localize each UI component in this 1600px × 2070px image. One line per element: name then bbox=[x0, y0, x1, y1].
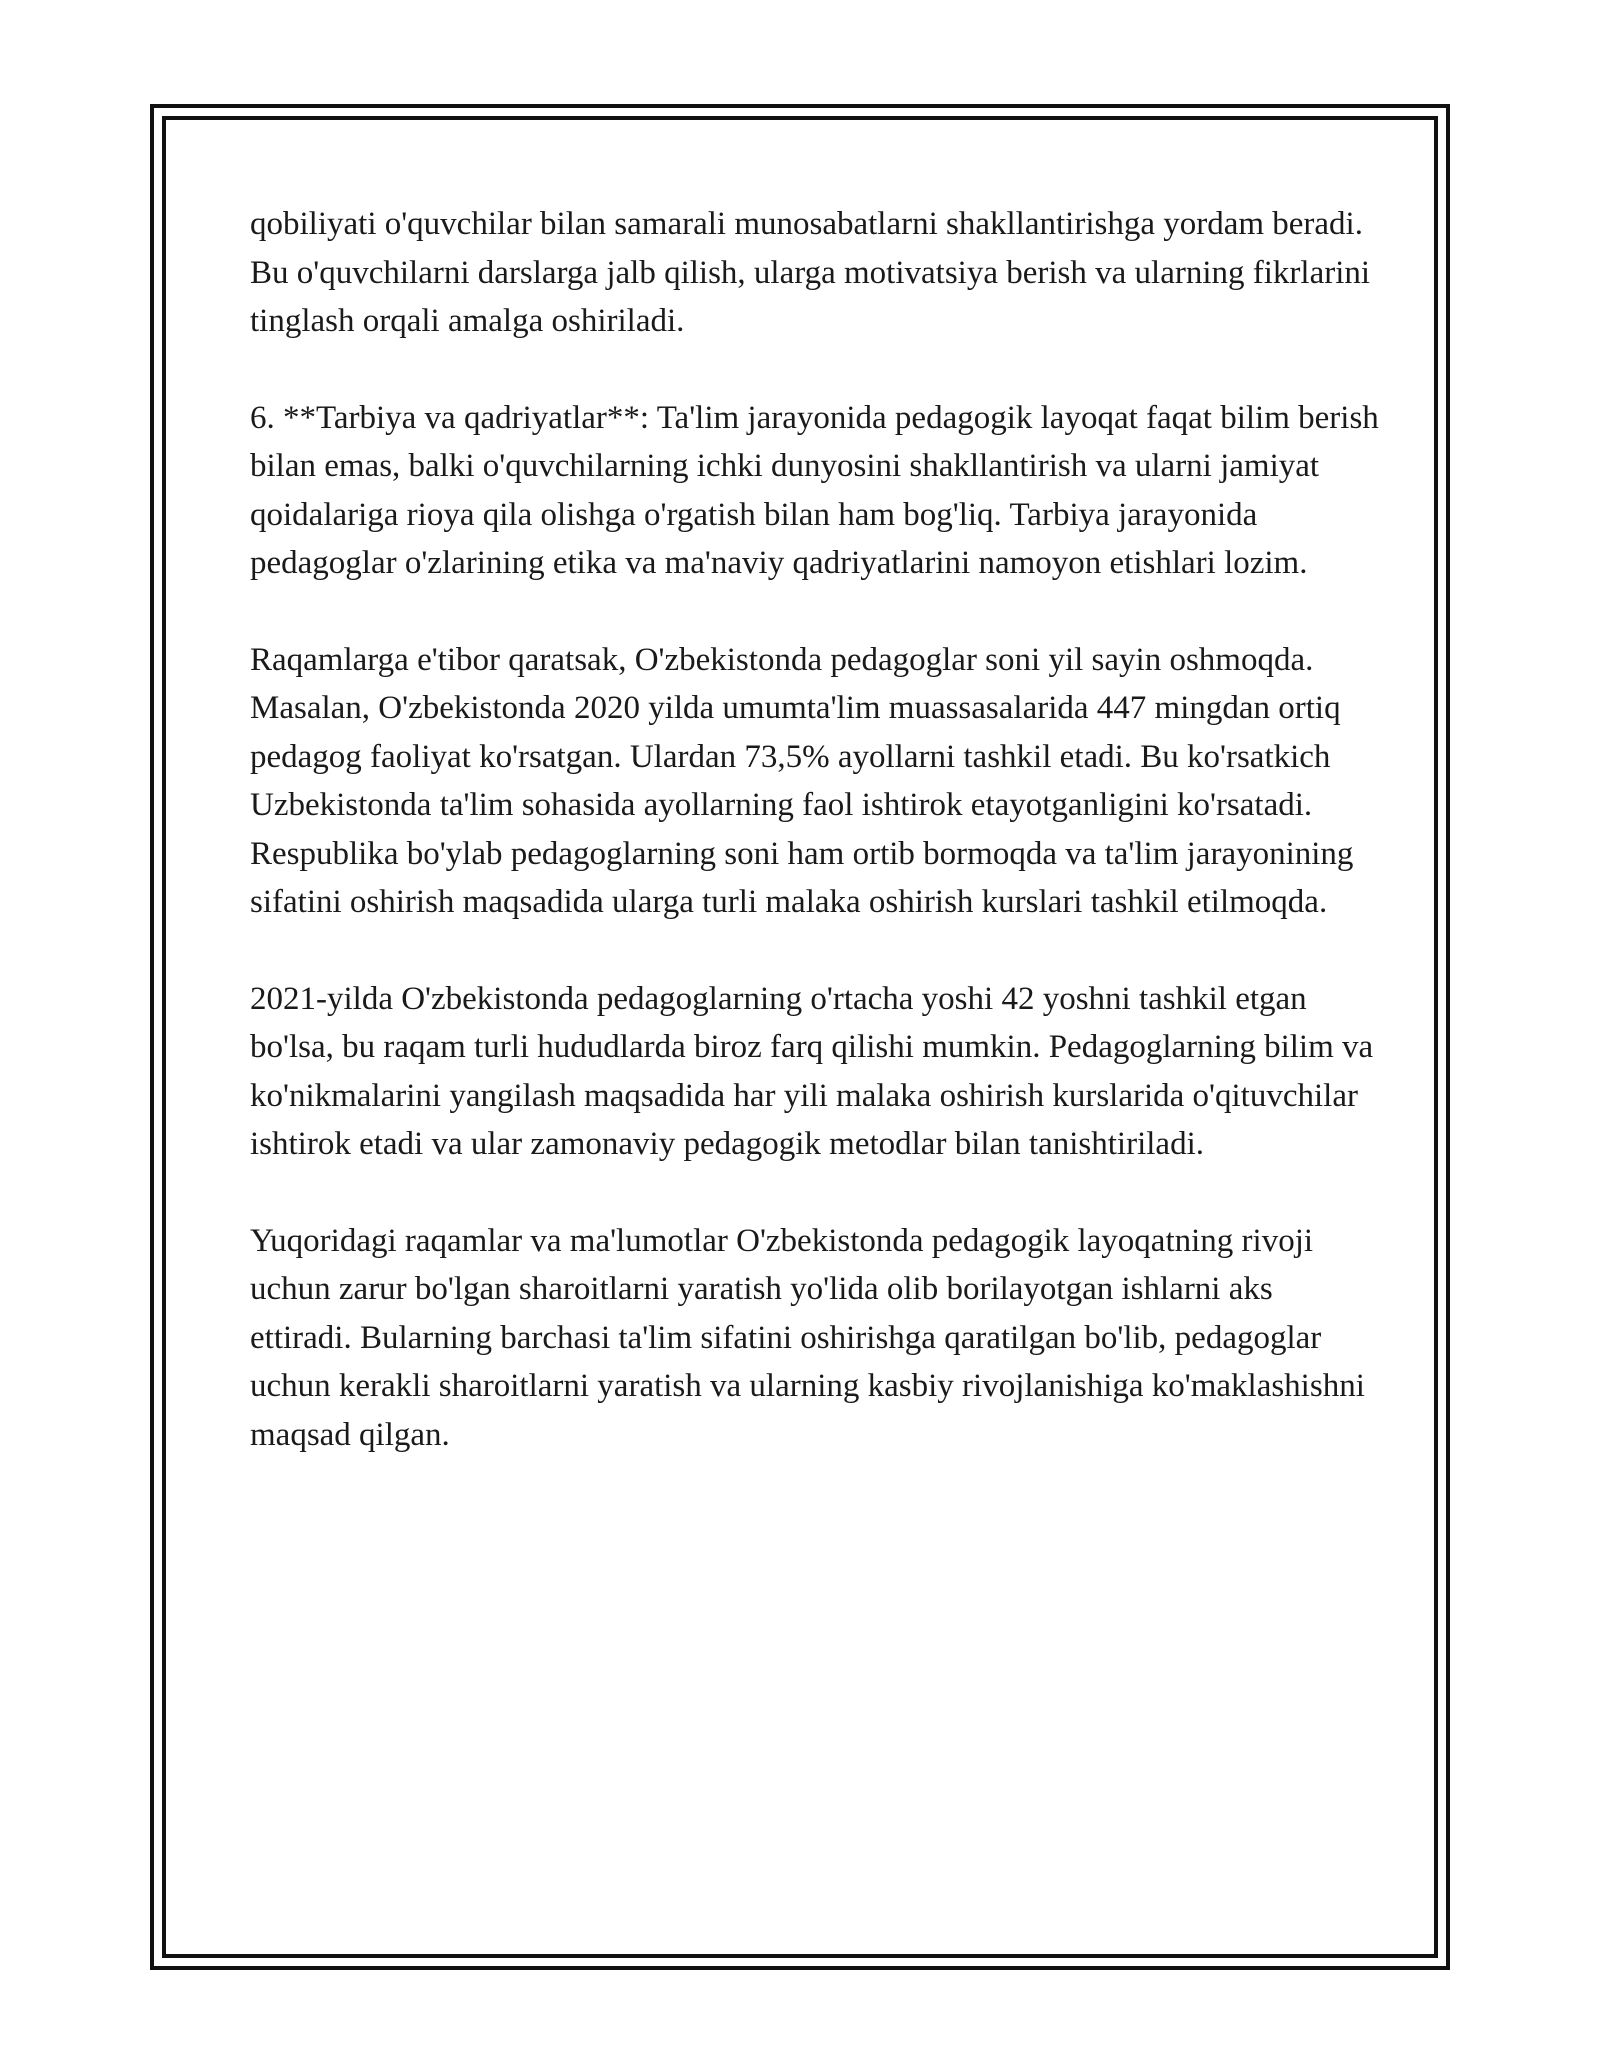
paragraph-4: 2021-yilda O'zbekistonda pedagoglarning o'rtacha yoshi 42 yoshni tashkil etgan bo'lsa, bu raqam turli hududlarda biroz farq qilishi mumkin. Pedagoglarning bilim va ko'nikmalarini yangilash maqsadida har yili malaka oshirish kurslarida o'qituvchilar ishtirok etadi va ular zamonaviy pedagogik metodlar bilan tanishtiriladi. bbox=[250, 980, 1374, 1162]
page-border-outer bbox=[150, 104, 1450, 1970]
paragraph-2: 6. **Tarbiya va qadriyatlar**: Ta'lim jarayonida pedagogik layoqat faqat bilim berish bilan emas, balki o'quvchilarning ichki dunyosini shakllantirish va ularni jamiyat qoidalariga rioya qila olishga o'rgatish bilan ham bog'liq. Tarbiya jarayonida pedagoglar o'zlarining etika va ma'naviy qadriyatlarini namoyon etishlari lozim. bbox=[250, 399, 1379, 581]
paragraph-5: Yuqoridagi raqamlar va ma'lumotlar O'zbekistonda pedagogik layoqatning rivoji uchun zarur bo'lgan sharoitlarni yaratish yo'lida olib borilayotgan ishlarni aks ettiradi. Bularning barchasi ta'lim sifatini oshirishga qaratilgan bo'lib, pedagoglar uchun kerakli sharoitlarni yaratish va ularning kasbiy rivojlanishiga ko'maklashishni maqsad qilgan. bbox=[250, 1222, 1365, 1453]
page-border-inner bbox=[162, 116, 1438, 1958]
paragraph-1: qobiliyati o'quvchilar bilan samarali munosabatlarni shakllantirishga yordam beradi. Bu o'quvchilarni darslarga jalb qilish, ularga motivatsiya berish va ularning fikrlarini tinglash orqali amalga oshiriladi. bbox=[250, 206, 1371, 339]
document-body bbox=[250, 200, 1380, 1507]
paragraph-3: Raqamlarga e'tibor qaratsak, O'zbekistonda pedagoglar soni yil sayin oshmoqda. Masalan, O'zbekistonda 2020 yilda umumta'lim muassasalarida 447 mingdan ortiq pedagog faoliyat ko'rsatgan. Ulardan 73,5% ayollarni tashkil etadi. Bu ko'rsatkich Uzbekistonda ta'lim sohasida ayollarning faol ishtirok etayotganligini ko'rsatadi. Respublika bo'ylab pedagoglarning soni ham ortib bormoqda va ta'lim jarayonining sifatini oshirish maqsadida ularga turli malaka oshirish kurslari tashkil etilmoqda. bbox=[250, 641, 1354, 920]
